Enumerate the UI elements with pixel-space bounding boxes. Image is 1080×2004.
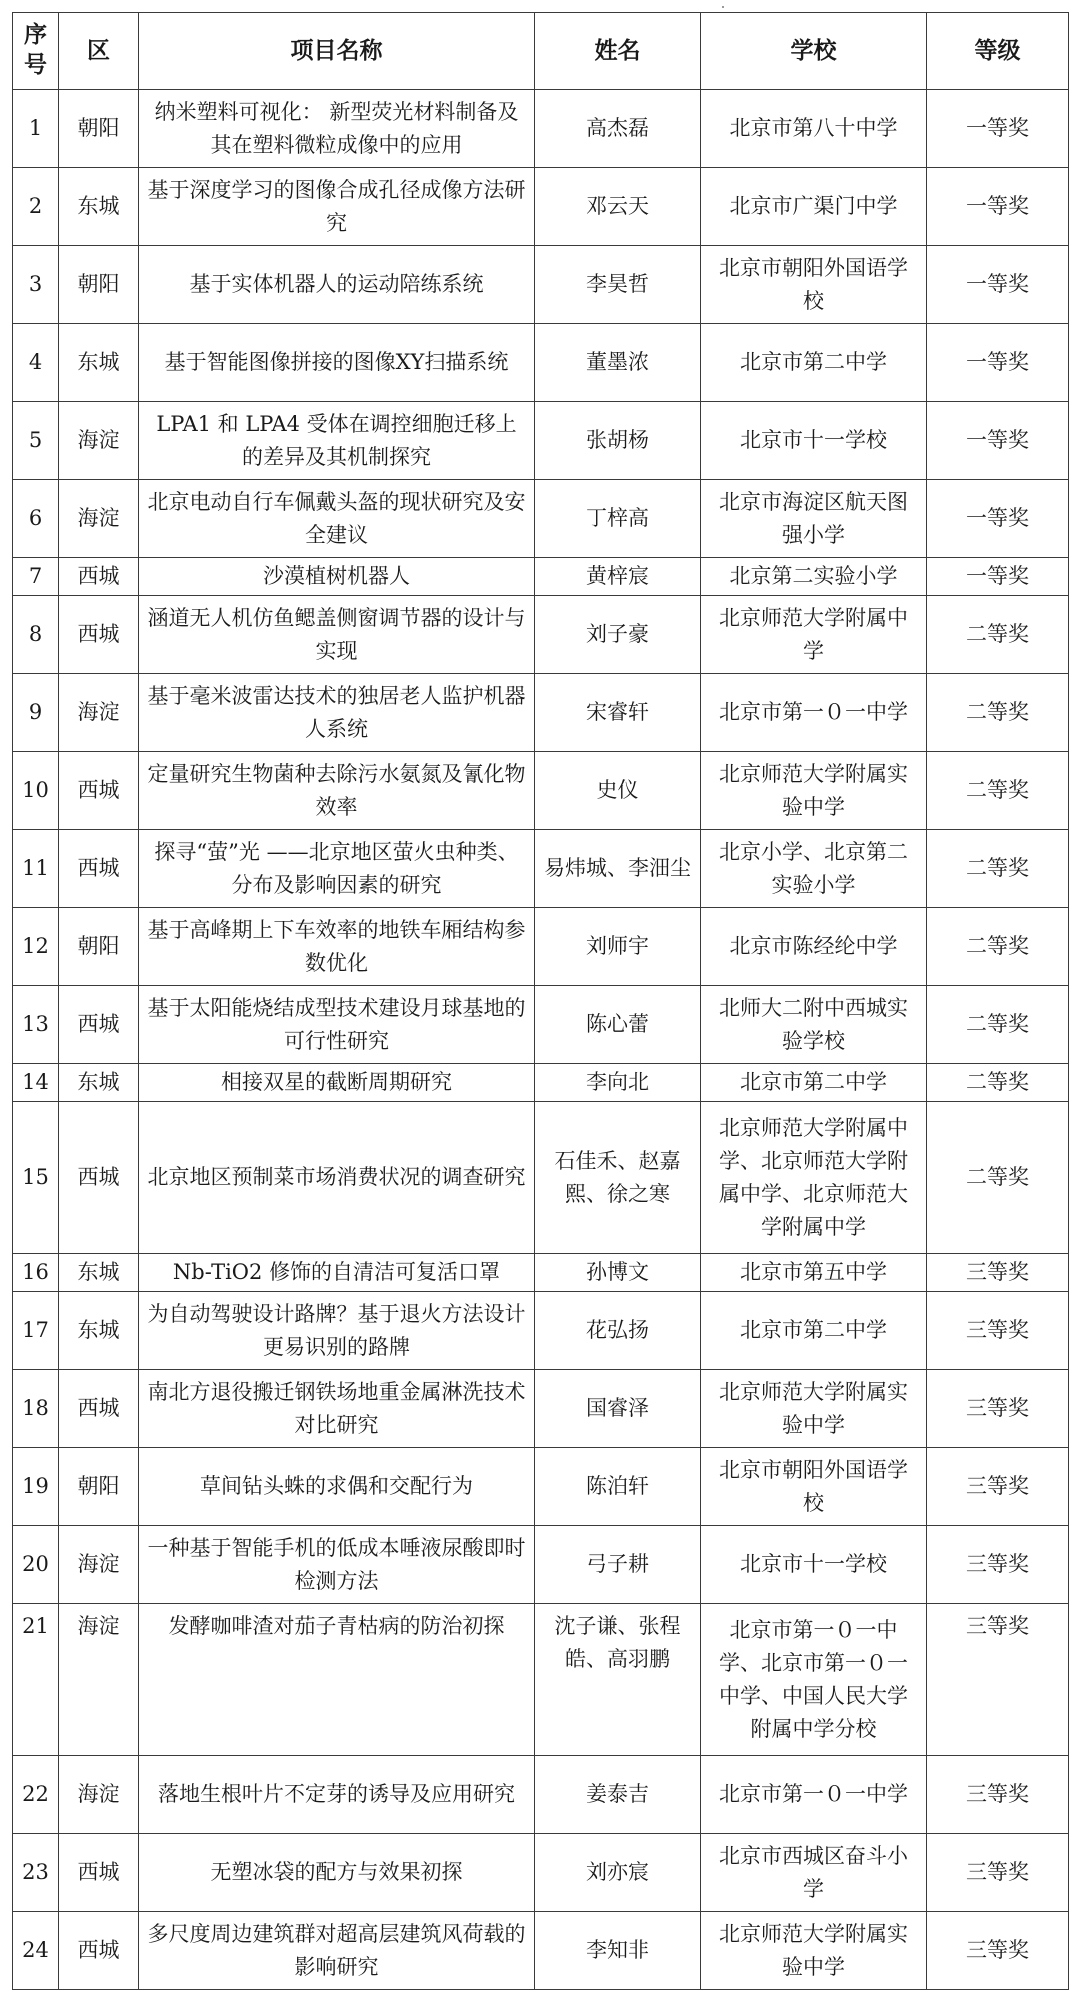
row-student-name: 高杰磊: [535, 90, 701, 168]
row-number: 23: [13, 1834, 59, 1912]
row-school: 北京市西城区奋斗小学: [701, 1834, 927, 1912]
row-number: 11: [13, 830, 59, 908]
row-award-grade: 一等奖: [927, 324, 1069, 402]
row-student-name: 史仪: [535, 752, 701, 830]
row-district: 朝阳: [59, 908, 139, 986]
row-student-name: 石佳禾、赵嘉熙、徐之寒: [535, 1102, 701, 1254]
row-school: 北京市第二中学: [701, 1292, 927, 1370]
row-award-grade: 二等奖: [927, 674, 1069, 752]
row-school: 北京师范大学附属实验中学: [701, 1370, 927, 1448]
row-project-name: 基于实体机器人的运动陪练系统: [139, 246, 535, 324]
row-student-name: 宋睿轩: [535, 674, 701, 752]
row-award-grade: 一等奖: [927, 480, 1069, 558]
row-number: 18: [13, 1370, 59, 1448]
row-district: 海淀: [59, 1604, 139, 1756]
row-number: 13: [13, 986, 59, 1064]
awards-table: [12, 12, 1069, 1990]
row-project-name: 基于太阳能烧结成型技术建设月球基地的可行性研究: [139, 986, 535, 1064]
header-name: 姓名: [535, 13, 701, 90]
row-school: 北京市十一学校: [701, 1526, 927, 1604]
row-student-name: 刘子豪: [535, 596, 701, 674]
row-number: 14: [13, 1064, 59, 1102]
row-student-name: 刘亦宸: [535, 1834, 701, 1912]
row-number: 4: [13, 324, 59, 402]
row-school: 北京第二实验小学: [701, 558, 927, 596]
table-row: [13, 1604, 1069, 1756]
row-award-grade: 二等奖: [927, 1102, 1069, 1254]
row-district: 海淀: [59, 1756, 139, 1834]
row-award-grade: 一等奖: [927, 402, 1069, 480]
table-row: [13, 1756, 1069, 1834]
row-project-name: 基于高峰期上下车效率的地铁车厢结构参数优化: [139, 908, 535, 986]
table-row: [13, 168, 1069, 246]
row-school: 北京市第一０一中学: [701, 674, 927, 752]
header-grade: 等级: [927, 13, 1069, 90]
table-row: [13, 1912, 1069, 1990]
header-xuhao: 序号: [13, 13, 59, 90]
row-project-name: 基于智能图像拼接的图像XY扫描系统: [139, 324, 535, 402]
table-row: [13, 986, 1069, 1064]
row-award-grade: 三等奖: [927, 1292, 1069, 1370]
row-award-grade: 三等奖: [927, 1254, 1069, 1292]
row-project-name: 相接双星的截断周期研究: [139, 1064, 535, 1102]
row-school: 北京市第一０一中学: [701, 1756, 927, 1834]
row-school: 北京市广渠门中学: [701, 168, 927, 246]
row-award-grade: 二等奖: [927, 1064, 1069, 1102]
row-school: 北京市海淀区航天图强小学: [701, 480, 927, 558]
row-award-grade: 三等奖: [927, 1834, 1069, 1912]
row-project-name: 基于毫米波雷达技术的独居老人监护机器人系统: [139, 674, 535, 752]
table-row: [13, 596, 1069, 674]
row-award-grade: 二等奖: [927, 752, 1069, 830]
row-school: 北师大二附中西城实验学校: [701, 986, 927, 1064]
row-student-name: 刘师宇: [535, 908, 701, 986]
row-school: 北京小学、北京第二实验小学: [701, 830, 927, 908]
row-project-name: 北京地区预制菜市场消费状况的调查研究: [139, 1102, 535, 1254]
row-student-name: 弓子耕: [535, 1526, 701, 1604]
row-award-grade: 二等奖: [927, 986, 1069, 1064]
table-row: [13, 1292, 1069, 1370]
row-school: 北京师范大学附属实验中学: [701, 752, 927, 830]
row-student-name: 国睿泽: [535, 1370, 701, 1448]
row-district: 西城: [59, 1102, 139, 1254]
table-row: [13, 402, 1069, 480]
row-district: 西城: [59, 1834, 139, 1912]
row-award-grade: 二等奖: [927, 830, 1069, 908]
table-row: [13, 1834, 1069, 1912]
row-project-name: 定量研究生物菌种去除污水氨氮及氰化物效率: [139, 752, 535, 830]
row-district: 海淀: [59, 1526, 139, 1604]
row-award-grade: 二等奖: [927, 596, 1069, 674]
row-district: 东城: [59, 1254, 139, 1292]
row-student-name: 陈泊轩: [535, 1448, 701, 1526]
row-number: 24: [13, 1912, 59, 1990]
table-row: [13, 1102, 1069, 1254]
row-student-name: 李向北: [535, 1064, 701, 1102]
row-project-name: 南北方退役搬迁钢铁场地重金属淋洗技术对比研究: [139, 1370, 535, 1448]
row-district: 西城: [59, 830, 139, 908]
row-project-name: 纳米塑料可视化： 新型荧光材料制备及其在塑料微粒成像中的应用: [139, 90, 535, 168]
row-number: 5: [13, 402, 59, 480]
row-student-name: 姜泰吉: [535, 1756, 701, 1834]
table-row: [13, 1064, 1069, 1102]
header-school: 学校: [701, 13, 927, 90]
row-school: 北京市朝阳外国语学校: [701, 246, 927, 324]
row-school: 北京市第二中学: [701, 1064, 927, 1102]
row-district: 西城: [59, 596, 139, 674]
row-school: 北京市十一学校: [701, 402, 927, 480]
table-row: [13, 1254, 1069, 1292]
row-district: 朝阳: [59, 90, 139, 168]
table-row: [13, 90, 1069, 168]
row-award-grade: 三等奖: [927, 1756, 1069, 1834]
row-student-name: 易炜城、李沺尘: [535, 830, 701, 908]
table-row: [13, 752, 1069, 830]
table-row: [13, 1526, 1069, 1604]
row-school: 北京市第一０一中学、北京市第一０一中学、中国人民大学附属中学分校: [701, 1604, 927, 1756]
row-award-grade: 一等奖: [927, 558, 1069, 596]
row-project-name: 多尺度周边建筑群对超高层建筑风荷载的影响研究: [139, 1912, 535, 1990]
header-project: 项目名称: [139, 13, 535, 90]
row-district: 朝阳: [59, 246, 139, 324]
row-district: 西城: [59, 1912, 139, 1990]
table-row: [13, 246, 1069, 324]
row-student-name: 丁梓高: [535, 480, 701, 558]
row-student-name: 沈子谦、张程皓、高羽鹏: [535, 1604, 701, 1756]
row-number: 22: [13, 1756, 59, 1834]
row-student-name: 陈心蕾: [535, 986, 701, 1064]
row-number: 6: [13, 480, 59, 558]
row-project-name: 发酵咖啡渣对茄子青枯病的防治初探: [139, 1604, 535, 1756]
row-project-name: 探寻“萤”光 ——北京地区萤火虫种类、分布及影响因素的研究: [139, 830, 535, 908]
row-district: 海淀: [59, 674, 139, 752]
row-project-name: 草间钻头蛛的求偶和交配行为: [139, 1448, 535, 1526]
row-school: 北京市第二中学: [701, 324, 927, 402]
row-school: 北京师范大学附属中学: [701, 596, 927, 674]
row-district: 东城: [59, 1292, 139, 1370]
row-project-name: 基于深度学习的图像合成孔径成像方法研究: [139, 168, 535, 246]
table-row: [13, 480, 1069, 558]
row-project-name: 沙漠植树机器人: [139, 558, 535, 596]
row-project-name: LPA1 和 LPA4 受体在调控细胞迁移上的差异及其机制探究: [139, 402, 535, 480]
row-school: 北京师范大学附属实验中学: [701, 1912, 927, 1990]
table-row: [13, 830, 1069, 908]
row-school: 北京市第八十中学: [701, 90, 927, 168]
row-project-name: 落地生根叶片不定芽的诱导及应用研究: [139, 1756, 535, 1834]
table-row: [13, 1448, 1069, 1526]
row-student-name: 张胡杨: [535, 402, 701, 480]
row-district: 东城: [59, 324, 139, 402]
row-project-name: 无塑冰袋的配方与效果初探: [139, 1834, 535, 1912]
row-district: 西城: [59, 558, 139, 596]
row-district: 东城: [59, 168, 139, 246]
row-number: 20: [13, 1526, 59, 1604]
table-row: [13, 908, 1069, 986]
row-award-grade: 三等奖: [927, 1912, 1069, 1990]
row-award-grade: 一等奖: [927, 90, 1069, 168]
row-district: 朝阳: [59, 1448, 139, 1526]
row-district: 西城: [59, 752, 139, 830]
row-student-name: 李昊哲: [535, 246, 701, 324]
header-row: [13, 13, 1069, 90]
row-student-name: 董墨浓: [535, 324, 701, 402]
row-award-grade: 三等奖: [927, 1448, 1069, 1526]
row-number: 10: [13, 752, 59, 830]
row-number: 1: [13, 90, 59, 168]
row-number: 8: [13, 596, 59, 674]
row-award-grade: 二等奖: [927, 908, 1069, 986]
row-number: 2: [13, 168, 59, 246]
table-body: [13, 90, 1069, 1990]
table-row: [13, 558, 1069, 596]
row-district: 西城: [59, 986, 139, 1064]
row-award-grade: 三等奖: [927, 1604, 1069, 1756]
row-project-name: 一种基于智能手机的低成本唾液尿酸即时检测方法: [139, 1526, 535, 1604]
table-row: [13, 324, 1069, 402]
row-district: 海淀: [59, 480, 139, 558]
row-award-grade: 一等奖: [927, 246, 1069, 324]
row-number: 12: [13, 908, 59, 986]
row-award-grade: 三等奖: [927, 1526, 1069, 1604]
header-qu: 区: [59, 13, 139, 90]
row-number: 3: [13, 246, 59, 324]
row-student-name: 孙博文: [535, 1254, 701, 1292]
row-district: 海淀: [59, 402, 139, 480]
row-award-grade: 一等奖: [927, 168, 1069, 246]
table-row: [13, 1370, 1069, 1448]
row-district: 西城: [59, 1370, 139, 1448]
row-school: 北京市朝阳外国语学校: [701, 1448, 927, 1526]
row-award-grade: 三等奖: [927, 1370, 1069, 1448]
row-student-name: 黄梓宸: [535, 558, 701, 596]
row-project-name: 涵道无人机仿鱼鳃盖侧窗调节器的设计与实现: [139, 596, 535, 674]
row-project-name: 北京电动自行车佩戴头盔的现状研究及安全建议: [139, 480, 535, 558]
row-project-name: 为自动驾驶设计路牌？基于退火方法设计更易识别的路牌: [139, 1292, 535, 1370]
row-number: 21: [13, 1604, 59, 1756]
row-district: 东城: [59, 1064, 139, 1102]
row-school: 北京市第五中学: [701, 1254, 927, 1292]
row-school: 北京市陈经纶中学: [701, 908, 927, 986]
row-number: 17: [13, 1292, 59, 1370]
row-student-name: 花弘扬: [535, 1292, 701, 1370]
row-student-name: 李知非: [535, 1912, 701, 1990]
table-row: [13, 674, 1069, 752]
row-number: 7: [13, 558, 59, 596]
row-project-name: Nb-TiO2 修饰的自清洁可复活口罩: [139, 1254, 535, 1292]
row-school: 北京师范大学附属中学、北京师范大学附属中学、北京师范大学附属中学: [701, 1102, 927, 1254]
row-number: 9: [13, 674, 59, 752]
top-dot-mark: [722, 6, 724, 8]
row-number: 16: [13, 1254, 59, 1292]
row-student-name: 邓云天: [535, 168, 701, 246]
row-number: 15: [13, 1102, 59, 1254]
row-number: 19: [13, 1448, 59, 1526]
